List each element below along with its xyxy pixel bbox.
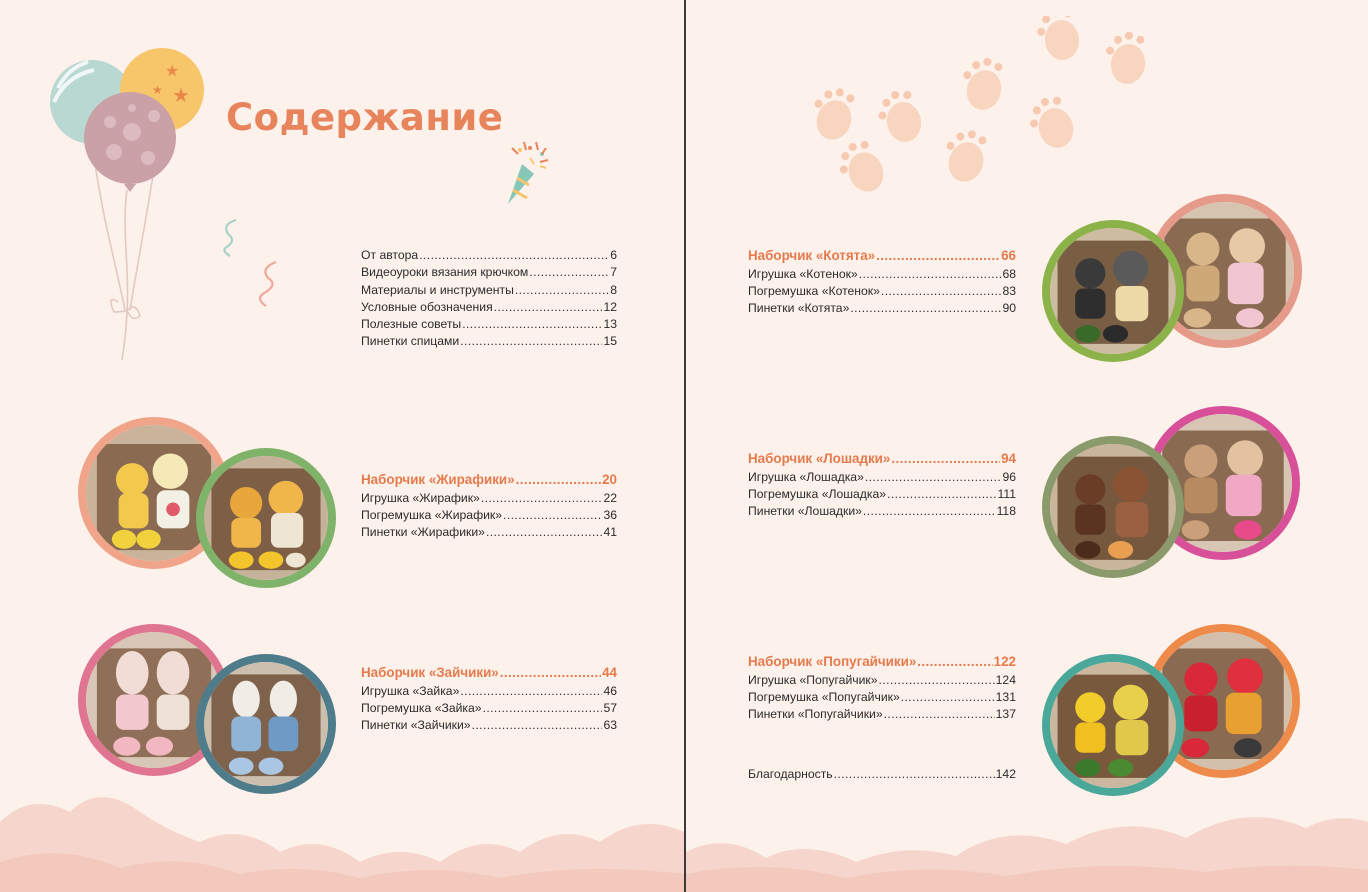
toc-entry-page: 96 [1002,469,1016,484]
toc-entry-page: 142 [995,767,1016,781]
toc-entry-label: Пинетки «Зайчики» [361,718,471,733]
toc-entry-page: 22 [603,490,617,505]
toc-bunny-section [361,664,617,734]
toc-entry-page: 8 [610,282,617,297]
kitten-set-photo [1042,220,1184,362]
toc-entry[interactable] [748,266,1016,283]
horse-set-photo [1042,436,1184,578]
toc-entry-label: Погремушка «Жирафик» [361,507,503,522]
toc-entry[interactable] [361,247,617,264]
paw-print-icon [796,16,1166,206]
toc-entry-page: 46 [603,683,617,698]
toc-entry[interactable] [748,283,1016,300]
toc-giraffe-section [361,471,617,541]
svg-text:★: ★ [165,61,180,80]
toc-entry-label: Пинетки «Жирафики» [361,525,485,540]
toc-entry[interactable] [361,507,617,524]
toc-heading-label: Наборчик «Зайчики» [361,665,499,680]
toc-entry-page: 111 [997,486,1016,501]
toc-entry[interactable] [748,469,1016,486]
toc-section-heading[interactable] [748,247,1016,266]
cloud-border [686,782,1368,892]
toc-section-heading[interactable] [361,664,617,683]
toc-entry-page: 83 [1002,283,1016,298]
toc-entry-label: Материалы и инструменты [361,282,514,297]
toc-entry-label: Пинетки спицами [361,334,460,349]
toc-entry[interactable] [361,490,617,507]
toc-entry[interactable] [748,300,1016,317]
toc-entry[interactable] [748,672,1016,689]
toc-section-heading[interactable] [361,471,617,490]
toc-entry-label: Игрушка «Лошадка» [748,469,864,484]
toc-entry[interactable] [361,683,617,700]
toc-entry-page: 68 [1002,266,1016,281]
right-page [686,0,1368,892]
toc-heading-page: 122 [993,654,1016,669]
toc-kitten-section [748,247,1016,317]
toc-heading-label: Наборчик «Жирафики» [361,472,515,487]
toc-entry-page: 90 [1002,301,1016,316]
toc-entry[interactable] [361,717,617,734]
toc-entry-page: 13 [603,317,617,332]
toc-heading-page: 44 [602,665,617,680]
toc-entry-label: Условные обозначения [361,299,493,314]
toc-parrot-section [748,653,1016,723]
toc-entry[interactable] [361,299,617,316]
toc-entry-label: Пинетки «Лошадки» [748,504,862,519]
toc-entry-page: 6 [610,248,617,262]
toc-entry-page: 57 [603,700,617,715]
svg-text:★: ★ [172,83,190,107]
toc-entry-page: 124 [995,672,1016,687]
toc-entry-page: 137 [995,707,1016,722]
toc-entry-page: 36 [603,507,617,522]
toc-heading-page: 94 [1001,451,1016,466]
toc-heading-label: Наборчик «Котята» [748,248,876,263]
confetti-swirl-icon [252,258,284,310]
toc-entry-label: Погремушка «Лошадка» [748,486,887,501]
bunny-set-photo [196,654,336,794]
toc-entry[interactable] [361,333,617,350]
toc-entry-page: 131 [995,689,1016,704]
toc-entry-page: 7 [610,265,617,280]
toc-entry[interactable] [748,503,1016,520]
toc-entry-page: 118 [996,504,1016,519]
svg-text:★: ★ [152,83,163,97]
toc-entry-label: Игрушка «Котенок» [748,266,858,281]
giraffe-set-photo [196,448,336,588]
toc-entry-label: Игрушка «Попугайчик» [748,672,878,687]
toc-heading-label: Наборчик «Лошадки» [748,451,891,466]
toc-entry-label: Полезные советы [361,317,462,332]
toc-entry-label: Пинетки «Попугайчики» [748,707,883,722]
toc-entry-label: Благодарность [748,767,833,781]
toc-entry-label: Погремушка «Котенок» [748,283,880,298]
toc-entry-label: Пинетки «Котята» [748,301,850,316]
toc-entry[interactable] [361,524,617,541]
toc-entry[interactable] [748,706,1016,723]
toc-entry-label: Игрушка «Жирафик» [361,490,480,505]
toc-entry-page: 12 [603,299,617,314]
toc-entry-label: От автора [361,248,419,262]
toc-entry-label: Видеоуроки вязания крючком [361,265,529,280]
toc-horse-section [748,450,1016,520]
toc-thanks [748,766,1016,783]
toc-entry[interactable] [361,282,617,299]
balloons-illustration [40,40,220,380]
toc-entry[interactable] [361,316,617,333]
toc-entry-page: 15 [603,334,617,349]
cloud-border [0,782,684,892]
toc-entry[interactable] [361,700,617,717]
toc-section-heading[interactable] [748,450,1016,469]
page-title: Содержание [226,96,504,139]
toc-section-heading[interactable] [748,653,1016,672]
toc-entry[interactable] [748,766,1016,783]
toc-entry-label: Погремушка «Попугайчик» [748,689,900,704]
toc-entry-page: 41 [603,525,617,540]
toc-intro-list [361,247,617,351]
confetti-swirl-icon [214,216,244,260]
toc-heading-page: 20 [602,472,617,487]
toc-entry-page: 63 [603,718,617,733]
toc-entry-label: Игрушка «Зайка» [361,683,460,698]
toc-heading-label: Наборчик «Попугайчики» [748,654,917,669]
toc-entry[interactable] [748,689,1016,706]
parrot-set-photo [1042,654,1184,796]
toc-entry-label: Погремушка «Зайка» [361,700,482,715]
toc-heading-page: 66 [1001,248,1016,263]
toc-entry[interactable] [748,486,1016,503]
party-popper-icon [500,138,556,208]
toc-entry[interactable] [361,264,617,281]
